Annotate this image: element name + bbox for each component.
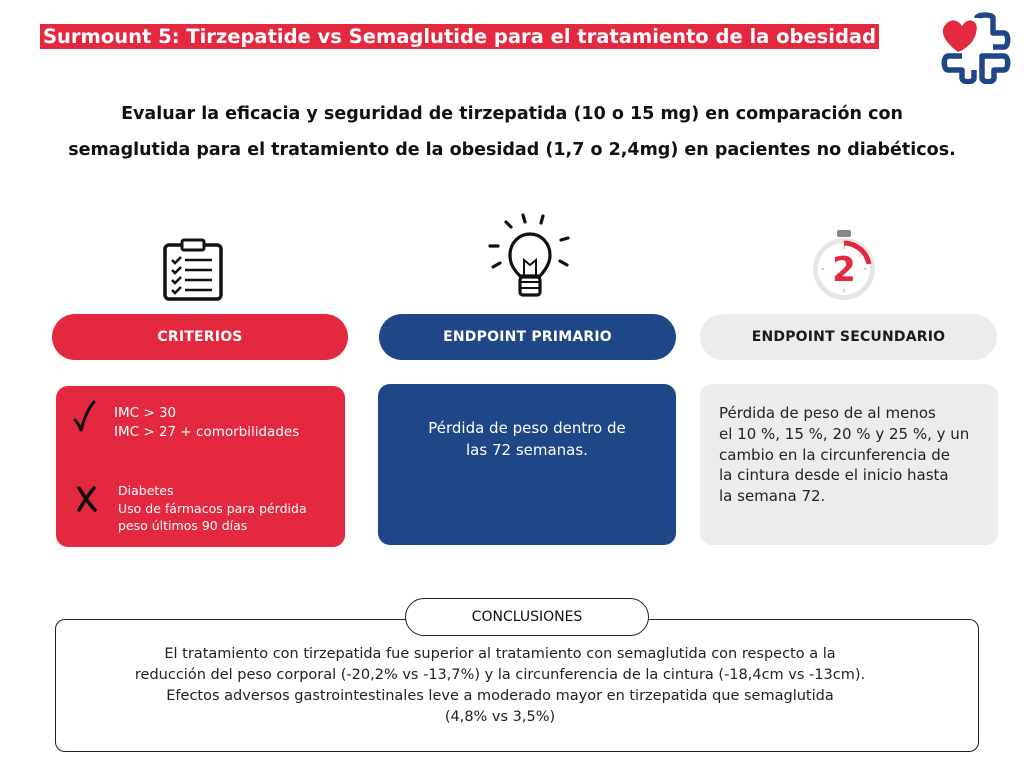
study-objective-line-1: Evaluar la eficacia y seguridad de tirzepatida (10 o 15 mg) en comparación con	[121, 104, 903, 124]
endpoint-secundario-line-5: la semana 72.	[719, 487, 826, 506]
conclusions-label-text: CONCLUSIONES	[471, 609, 583, 625]
lightbulb-icon	[484, 208, 576, 302]
conclusions-line-2: reducción del peso corporal (-20,2% vs -13,7%) y la circunferencia de la cintura (-18,4cm vs -13cm).	[134, 667, 866, 683]
endpoint-primario-pill	[379, 314, 676, 360]
exclusion-item-1: Diabetes	[118, 483, 174, 498]
criterios-box	[56, 386, 345, 547]
checkmark-icon	[72, 400, 96, 434]
exclusion-item-3: peso últimos 90 días	[118, 518, 248, 533]
stopwatch-number: 2	[832, 250, 856, 290]
study-objective	[14, 96, 1010, 168]
endpoint-secundario-text	[719, 403, 969, 507]
inclusion-item-2: IMC > 27 + comorbilidades	[114, 424, 300, 440]
inclusion-criteria	[114, 404, 299, 442]
clipboard-checklist-icon	[160, 238, 226, 304]
exclusion-item-2: Uso de fármacos para pérdida	[118, 500, 307, 516]
page-title-text: Surmount 5: Tirzepatide vs Semaglutide para el tratamiento de la obesidad	[40, 24, 879, 49]
endpoint-primario-box	[378, 384, 676, 545]
exclusion-criteria	[118, 482, 307, 535]
study-objective-line-2: semaglutida para el tratamiento de la obesidad (1,7 o 2,4mg) en pacientes no diabéticos.	[68, 140, 956, 160]
criterios-pill-label: CRITERIOS	[157, 329, 243, 345]
stopwatch-two-icon	[808, 228, 880, 302]
endpoint-secundario-box	[700, 384, 998, 545]
conclusions-line-1: El tratamiento con tirzepatida fue superior al tratamiento con semaglutida con respecto a la	[164, 646, 836, 662]
heart-cross-logo-icon	[938, 12, 1012, 84]
conclusions-line-4: (4,8% vs 3,5%)	[444, 709, 556, 725]
endpoint-secundario-line-2: el 10 %, 15 %, 20 % y 25 %, y un	[719, 424, 970, 443]
cross-icon	[76, 486, 98, 512]
endpoint-primario-text	[428, 417, 626, 461]
endpoint-secundario-pill-label: ENDPOINT SECUNDARIO	[751, 329, 946, 345]
inclusion-item-1: IMC > 30	[114, 405, 177, 421]
criterios-pill	[52, 314, 348, 360]
endpoint-secundario-line-3: cambio en la circunferencia de	[719, 445, 951, 464]
endpoint-primario-pill-label: ENDPOINT PRIMARIO	[443, 329, 612, 345]
endpoint-primario-line-2: las 72 semanas.	[466, 440, 588, 459]
page-title	[40, 22, 879, 52]
conclusions-text	[70, 644, 930, 728]
endpoint-primario-line-1: Pérdida de peso dentro de	[428, 418, 626, 437]
endpoint-secundario-line-1: Pérdida de peso de al menos	[719, 404, 936, 422]
conclusions-label	[405, 598, 649, 636]
conclusions-line-3: Efectos adversos gastrointestinales leve a moderado mayor en tirzepatida que semaglutida	[166, 688, 834, 704]
endpoint-secundario-line-4: la cintura desde el inicio hasta	[719, 466, 949, 485]
endpoint-secundario-pill	[700, 314, 997, 360]
